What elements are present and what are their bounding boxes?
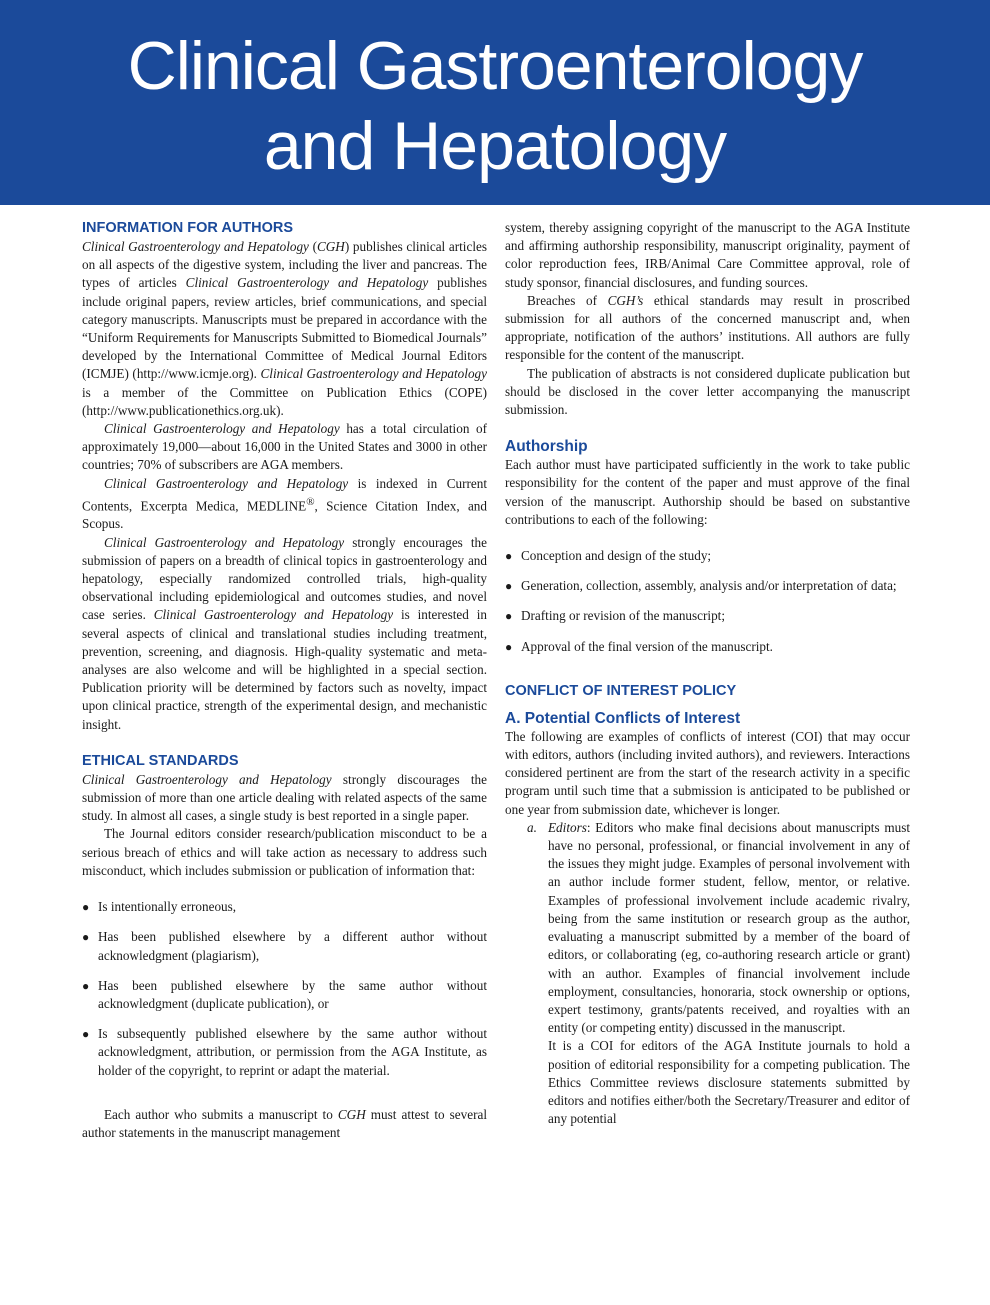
list-item (505, 638, 910, 656)
info-paragraph-4 (82, 534, 487, 734)
bullet-icon: ● (82, 930, 90, 945)
ethical-standards-heading: ETHICAL STANDARDS (82, 752, 239, 769)
journal-masthead (0, 0, 990, 205)
coi-paragraph: The following are examples of conflicts of interest (COI) that may occur with editors, authors (including invited authors), and reviewers. Interactions considered pertinent are from the start of the research activity in a specific program until such time that a submission is anticipated to be published or one year from submission date, whichever is longer. (505, 728, 910, 817)
bullet-icon: ● (82, 900, 90, 915)
journal-name: Clinical Gastroenterology and Hepatology (82, 771, 332, 787)
journal-name: Clinical Gastroenterology and Hepatology (104, 475, 349, 491)
list-item-text: Is intentionally erroneous, (98, 899, 237, 915)
list-item-text: Has been published elsewhere by a different author without acknowledgment (plagiarism), (98, 929, 487, 963)
bullet-icon: ● (82, 978, 90, 993)
info-paragraph-1 (82, 238, 487, 420)
coi-item-editors (527, 819, 910, 1128)
list-item-text: Generation, collection, assembly, analysis and/or interpretation of data; (521, 578, 897, 594)
authorship-paragraph: Each author must have participated sufficiently in the work to take public responsibility for the content of the paper and must approve of the final version of the manuscript. Authorship should be based on substantive contributions to each of the following: (505, 457, 910, 527)
text-run: is interested in several aspects of clinical and translational studies including treatment, prevention, screening, and diagnosis. High-quality systematic and meta-analyses are also welcome and will be highlighted in a special section. Publication priority will be determined by factors such as novelty, impact upon clinical practice, strength of the experimental design, and mechanistic insight. (82, 607, 487, 732)
left-column (82, 219, 487, 1142)
editors-label: Editors (548, 819, 587, 835)
bullet-icon: ● (505, 639, 513, 654)
journal-name: Clinical Gastroenterology and Hepatology (260, 366, 487, 382)
registered-mark: ® (306, 495, 315, 508)
text-run: ) publishes clinical articles on all aspects of the digestive system, including the liver and pancreas. The types of articles (82, 239, 487, 291)
text-run: strongly discourages the submission of more than one article dealing with related aspects of the same study. In almost all cases, a single study is best reported in a single paper. (82, 771, 488, 824)
text-run: is indexed in Current Contents, Excerpta Medica, MEDLINE (82, 475, 487, 514)
editors-paragraph-2: It is a COI for editors of the AGA Institute journals to hold a position of editorial responsibility for a competing publication. The Ethics Committee reviews disclosure statements submitted by editors and notifies either/both the Secretary/Treasurer and editor of any potential (548, 1038, 910, 1127)
ethics-paragraph-3 (82, 1106, 487, 1142)
info-paragraph-3 (82, 475, 487, 534)
authorship-criteria-list (505, 547, 910, 656)
spacer (505, 701, 910, 709)
ethics-paragraph-2: The Journal editors consider research/publication misconduct to be a serious breach of ethics and will take action as necessary to address such misconduct, which includes submission or publication of information that: (82, 826, 487, 878)
text-run: is a member of the Committee on Publication Ethics (COPE) (http://www.publicationethics.org.uk). (82, 384, 487, 418)
spacer (82, 1092, 487, 1106)
journal-name: Clinical Gastroenterology and Hepatology (153, 607, 394, 623)
list-item-text: Drafting or revision of the manuscript; (521, 608, 725, 624)
list-item (82, 1025, 487, 1080)
bullet-icon: ● (505, 549, 513, 564)
text-run: ( (308, 239, 317, 254)
list-item-text: Has been published elsewhere by the same author without acknowledgment (duplicate publication), or (98, 977, 487, 1011)
text-run: strongly encourages the submission of papers on a breadth of clinical topics in gastroenterology and hepatology, especially randomized controlled trials, high-quality observational including epidemiological and outcomes studies, and novel case series. (82, 534, 488, 623)
text-run: ethical standards may result in proscribed submission for all authors of the concerned manuscript and, when appropriate, notification of the authors’ institutions. All authors are fully responsible for the content of the manuscript. (505, 292, 911, 363)
list-item (505, 577, 910, 595)
journal-title-line-2: and Hepatology (263, 108, 727, 184)
info-paragraph-2 (82, 420, 487, 475)
spacer (505, 419, 910, 437)
ethics-paragraph-3-continued: system, thereby assigning copyright of the manuscript to the AGA Institute and affirming authorship responsibility, manuscript originality, payment of color reproduction fees, IRB/Animal Care Committee approval, role of study sponsor, financial disclosures, and funding sources. (505, 220, 910, 290)
list-item-text: Conception and design of the study; (521, 548, 712, 564)
journal-abbr: CGH (337, 1106, 366, 1122)
conflict-of-interest-heading: CONFLICT OF INTEREST POLICY (505, 682, 737, 699)
bullet-icon: ● (505, 579, 513, 594)
journal-name: Clinical Gastroenterology and Hepatology (82, 239, 309, 254)
text-run: must attest to several author statements in the manuscript management (82, 1106, 487, 1140)
editors-paragraph (548, 819, 910, 1037)
bullet-icon: ● (82, 1027, 90, 1042)
text-run: has a total circulation of approximately 19,000—about 16,000 in the United States and 3000 in other countries; 70% of subscribers are AGA members. (82, 421, 488, 473)
list-item (505, 547, 910, 565)
journal-abbr: CGH (316, 239, 345, 254)
right-column (505, 219, 910, 1128)
potential-conflicts-subheading: A. Potential Conflicts of Interest (505, 709, 741, 727)
list-marker: a. (527, 819, 537, 835)
ethics-paragraph-5: The publication of abstracts is not considered duplicate publication but should be disclosed in the cover letter accompanying the manuscript submission. (505, 365, 910, 418)
list-item-text: Approval of the final version of the manuscript. (521, 638, 773, 654)
bullet-icon: ● (505, 609, 513, 624)
list-item (505, 607, 910, 625)
list-item (82, 977, 487, 1013)
spacer (505, 668, 910, 682)
journal-name: Clinical Gastroenterology and Hepatology (185, 275, 429, 291)
journal-name: Clinical Gastroenterology and Hepatology (104, 421, 340, 437)
journal-title-line-1: Clinical Gastroenterology (127, 28, 863, 104)
info-for-authors-heading: INFORMATION FOR AUTHORS (82, 220, 294, 236)
journal-name: Clinical Gastroenterology and Hepatology (104, 534, 345, 550)
authorship-heading: Authorship (505, 438, 588, 456)
list-item (82, 928, 487, 964)
misconduct-list (82, 898, 487, 1080)
spacer (82, 734, 487, 752)
text-run: : Editors who make final decisions about manuscripts must have no personal, professional, or financial involvement in any of the issues they might judge. Examples of personal involvement with an author include former student, fellow, mentor, or relative. Examples of professional involvement include academic rivalry, being from the same institution or research group as the author, evaluating a manuscript submitted by a member of the board of editors, or collaborating (eg, co-authoring research article or grant) with an author. Examples of financial involvement include employment, consultancies, honoraria, stock ownership or options, expert testimony, grants/patents received, and royalties with an entity (or competing entity) discussed in the manuscript. (548, 819, 910, 1036)
text-run: Breaches of (527, 292, 608, 308)
list-item-text: Is subsequently published elsewhere by the same author without acknowledgment, attribution, or permission from the AGA Institute, as holder of the copyright, to reprint or adapt the material. (98, 1026, 487, 1078)
text-run: Each author who submits a manuscript to (104, 1106, 338, 1122)
text-run: publishes include original papers, review articles, brief communications, and special category manuscripts. Manuscripts must be prepared in accordance with the “Uniform Requirements for Manuscripts Submitted to Biomedical Journals” developed by the International Committee of Medical Journal Editors (ICMJE) (http://www.icmje.org). (82, 275, 488, 382)
text-run: , Science Citation Index, and Scopus. (82, 498, 487, 532)
journal-abbr: CGH’s (607, 292, 644, 308)
list-item (82, 898, 487, 916)
ethics-paragraph-1 (82, 771, 487, 826)
ethics-paragraph-4 (505, 292, 910, 365)
